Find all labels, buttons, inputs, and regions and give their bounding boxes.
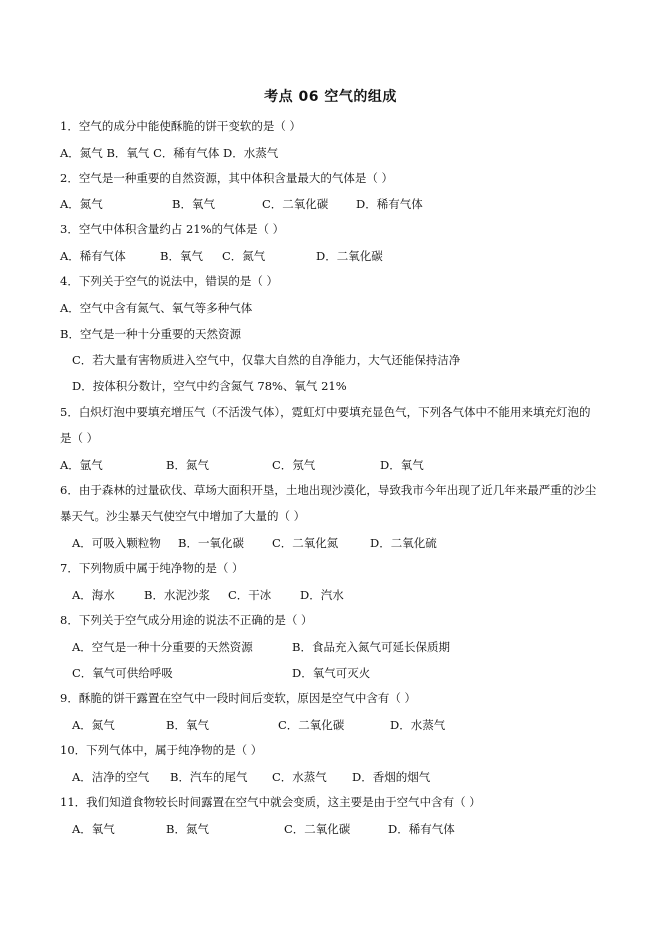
question-8-option-a: A．空气是一种十分重要的天然资源 xyxy=(72,640,253,654)
question-10-option-d: D．香烟的烟气 xyxy=(352,770,431,784)
question-3-option-c: C．氮气 xyxy=(222,249,266,263)
question-2-option-c: C．二氧化碳 xyxy=(262,197,329,211)
question-5-option-c: C．氖气 xyxy=(272,458,316,472)
question-7-option-d: D．汽水 xyxy=(300,588,344,602)
question-2-option-d: D．稀有气体 xyxy=(356,197,423,211)
question-10-stem: 10．下列气体中，属于纯净物的是（ ） xyxy=(60,743,263,757)
question-11-stem: 11．我们知道食物较长时间露置在空气中就会变质，这主要是由于空气中含有（ ） xyxy=(60,795,481,809)
question-11-option-b: B．氮气 xyxy=(166,822,209,836)
question-5-stem-line-1: 5．白炽灯泡中要填充增压气（不活泼气体），霓虹灯中要填充显色气，下列各气体中不能用来填充灯泡的 xyxy=(60,405,591,419)
question-7-option-b: B．水泥沙浆 xyxy=(144,588,210,602)
page-title: 考点 06 空气的组成 xyxy=(264,89,397,105)
question-4-stem: 4．下列关于空气的说法中，错误的是（ ） xyxy=(60,274,278,288)
question-5-stem-line-2: 是（ ） xyxy=(60,431,99,445)
question-2-option-b: B．氧气 xyxy=(172,197,215,211)
question-1-stem: 1．空气的成分中能使酥脆的饼干变软的是（ ） xyxy=(60,119,301,133)
question-3-option-b: B．氧气 xyxy=(160,249,203,263)
question-7-option-c: C．干冰 xyxy=(228,588,272,602)
question-11-option-c: C．二氧化碳 xyxy=(284,822,351,836)
question-8-option-b: B．食品充入氮气可延长保质期 xyxy=(292,640,450,654)
question-10-option-b: B．汽车的尾气 xyxy=(170,770,248,784)
question-9-option-a: A．氮气 xyxy=(72,718,115,732)
question-6-option-b: B．一氧化碳 xyxy=(178,536,244,550)
question-6-option-d: D．二氧化硫 xyxy=(370,536,437,550)
question-6-stem-line-1: 6．由于森林的过量砍伐、草场大面积开垦，土地出现沙漠化，导致我市今年出现了近几年来最严重的沙尘 xyxy=(60,483,597,497)
question-8-option-c: C．氧气可供给呼吸 xyxy=(72,666,173,680)
question-2-option-a: A．氮气 xyxy=(60,197,103,211)
question-7-stem: 7．下列物质中属于纯净物的是（ ） xyxy=(60,561,244,575)
question-9-option-d: D．水蒸气 xyxy=(390,718,446,732)
question-8-option-d: D．氧气可灭火 xyxy=(292,666,371,680)
question-4-option-d: D．按体积分数计，空气中约含氮气 78%、氧气 21% xyxy=(72,379,347,393)
question-5-option-d: D．氧气 xyxy=(380,458,424,472)
question-2-stem: 2．空气是一种重要的自然资源，其中体积含量最大的气体是（ ） xyxy=(60,171,393,185)
question-6-option-a: A．可吸入颗粒物 xyxy=(72,536,161,550)
question-5-option-a: A．氩气 xyxy=(60,458,103,472)
question-10-option-c: C．水蒸气 xyxy=(272,770,327,784)
question-4-option-c: C．若大量有害物质进入空气中，仅靠大自然的自净能力，大气还能保持洁净 xyxy=(72,353,461,367)
question-7-option-a: A．海水 xyxy=(72,588,115,602)
question-6-stem-line-2: 暴天气。沙尘暴天气使空气中增加了大量的（ ） xyxy=(60,509,306,523)
question-3-option-a: A．稀有气体 xyxy=(60,249,126,263)
question-6-option-c: C．二氧化氮 xyxy=(272,536,339,550)
question-9-option-c: C．二氧化碳 xyxy=(278,718,345,732)
question-9-option-b: B．氧气 xyxy=(166,718,209,732)
question-1-options: A．氮气 B．氧气 C．稀有气体 D．水蒸气 xyxy=(60,146,279,160)
question-3-stem: 3．空气中体积含量约占 21%的气体是（ ） xyxy=(60,222,285,236)
question-10-option-a: A．洁净的空气 xyxy=(72,770,150,784)
question-5-option-b: B．氮气 xyxy=(166,458,209,472)
question-4-option-b: B．空气是一种十分重要的天然资源 xyxy=(60,327,241,341)
question-3-option-d: D．二氧化碳 xyxy=(316,249,383,263)
question-4-option-a: A．空气中含有氮气、氧气等多种气体 xyxy=(60,301,253,315)
question-9-stem: 9．酥脆的饼干露置在空气中一段时间后变软，原因是空气中含有（ ） xyxy=(60,691,416,705)
question-11-option-a: A．氧气 xyxy=(72,822,115,836)
question-8-stem: 8．下列关于空气成分用途的说法不正确的是（ ） xyxy=(60,613,313,627)
question-11-option-d: D．稀有气体 xyxy=(388,822,455,836)
